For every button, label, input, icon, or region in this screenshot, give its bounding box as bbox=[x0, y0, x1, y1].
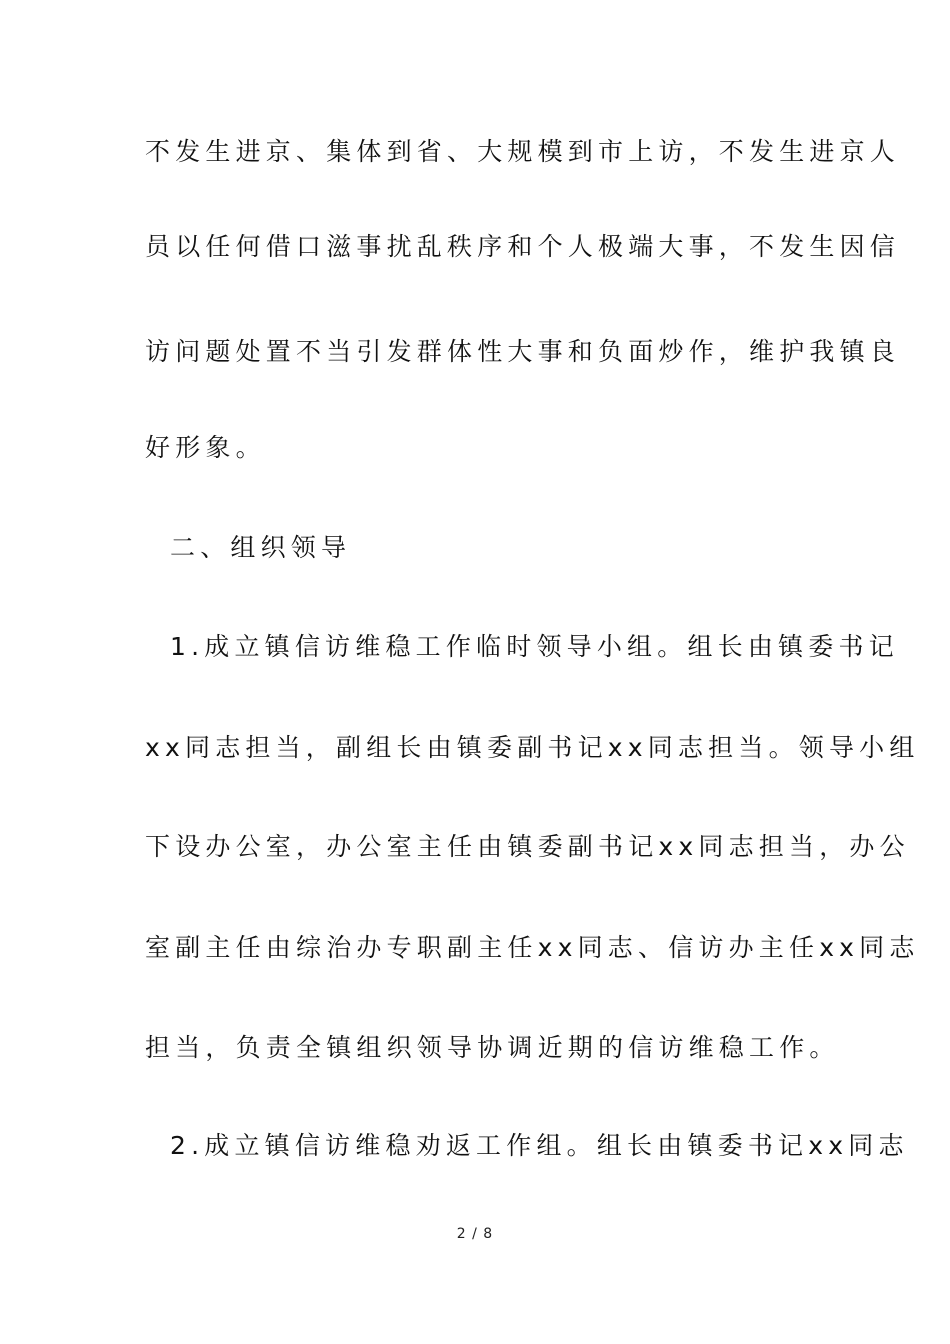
body-text-line: 访问题处置不当引发群体性大事和负面炒作，维护我镇良 bbox=[145, 337, 901, 366]
body-text-line: 好形象。 bbox=[145, 433, 266, 462]
body-text-line: 员以任何借口滋事扰乱秩序和个人极端大事，不发生因信 bbox=[145, 232, 901, 261]
body-text-line: 不发生进京、集体到省、大规模到市上访，不发生进京人 bbox=[145, 137, 901, 166]
body-text-line: 1.成立镇信访维稳工作临时领导小组。组长由镇委书记 bbox=[170, 632, 899, 661]
body-text-line: xx同志担当，副组长由镇委副书记xx同志担当。领导小组 bbox=[145, 733, 920, 762]
body-text-line: 室副主任由综治办专职副主任xx同志、信访办主任xx同志 bbox=[145, 933, 920, 962]
body-text-line: 下设办公室，办公室主任由镇委副书记xx同志担当，办公 bbox=[145, 832, 910, 861]
body-text-line: 2.成立镇信访维稳劝返工作组。组长由镇委书记xx同志 bbox=[170, 1131, 909, 1160]
body-text-line: 担当，负责全镇组织领导协调近期的信访维稳工作。 bbox=[145, 1033, 840, 1062]
section-heading: 二、组织领导 bbox=[170, 533, 352, 562]
page-number: 2 / 8 bbox=[456, 1226, 494, 1242]
